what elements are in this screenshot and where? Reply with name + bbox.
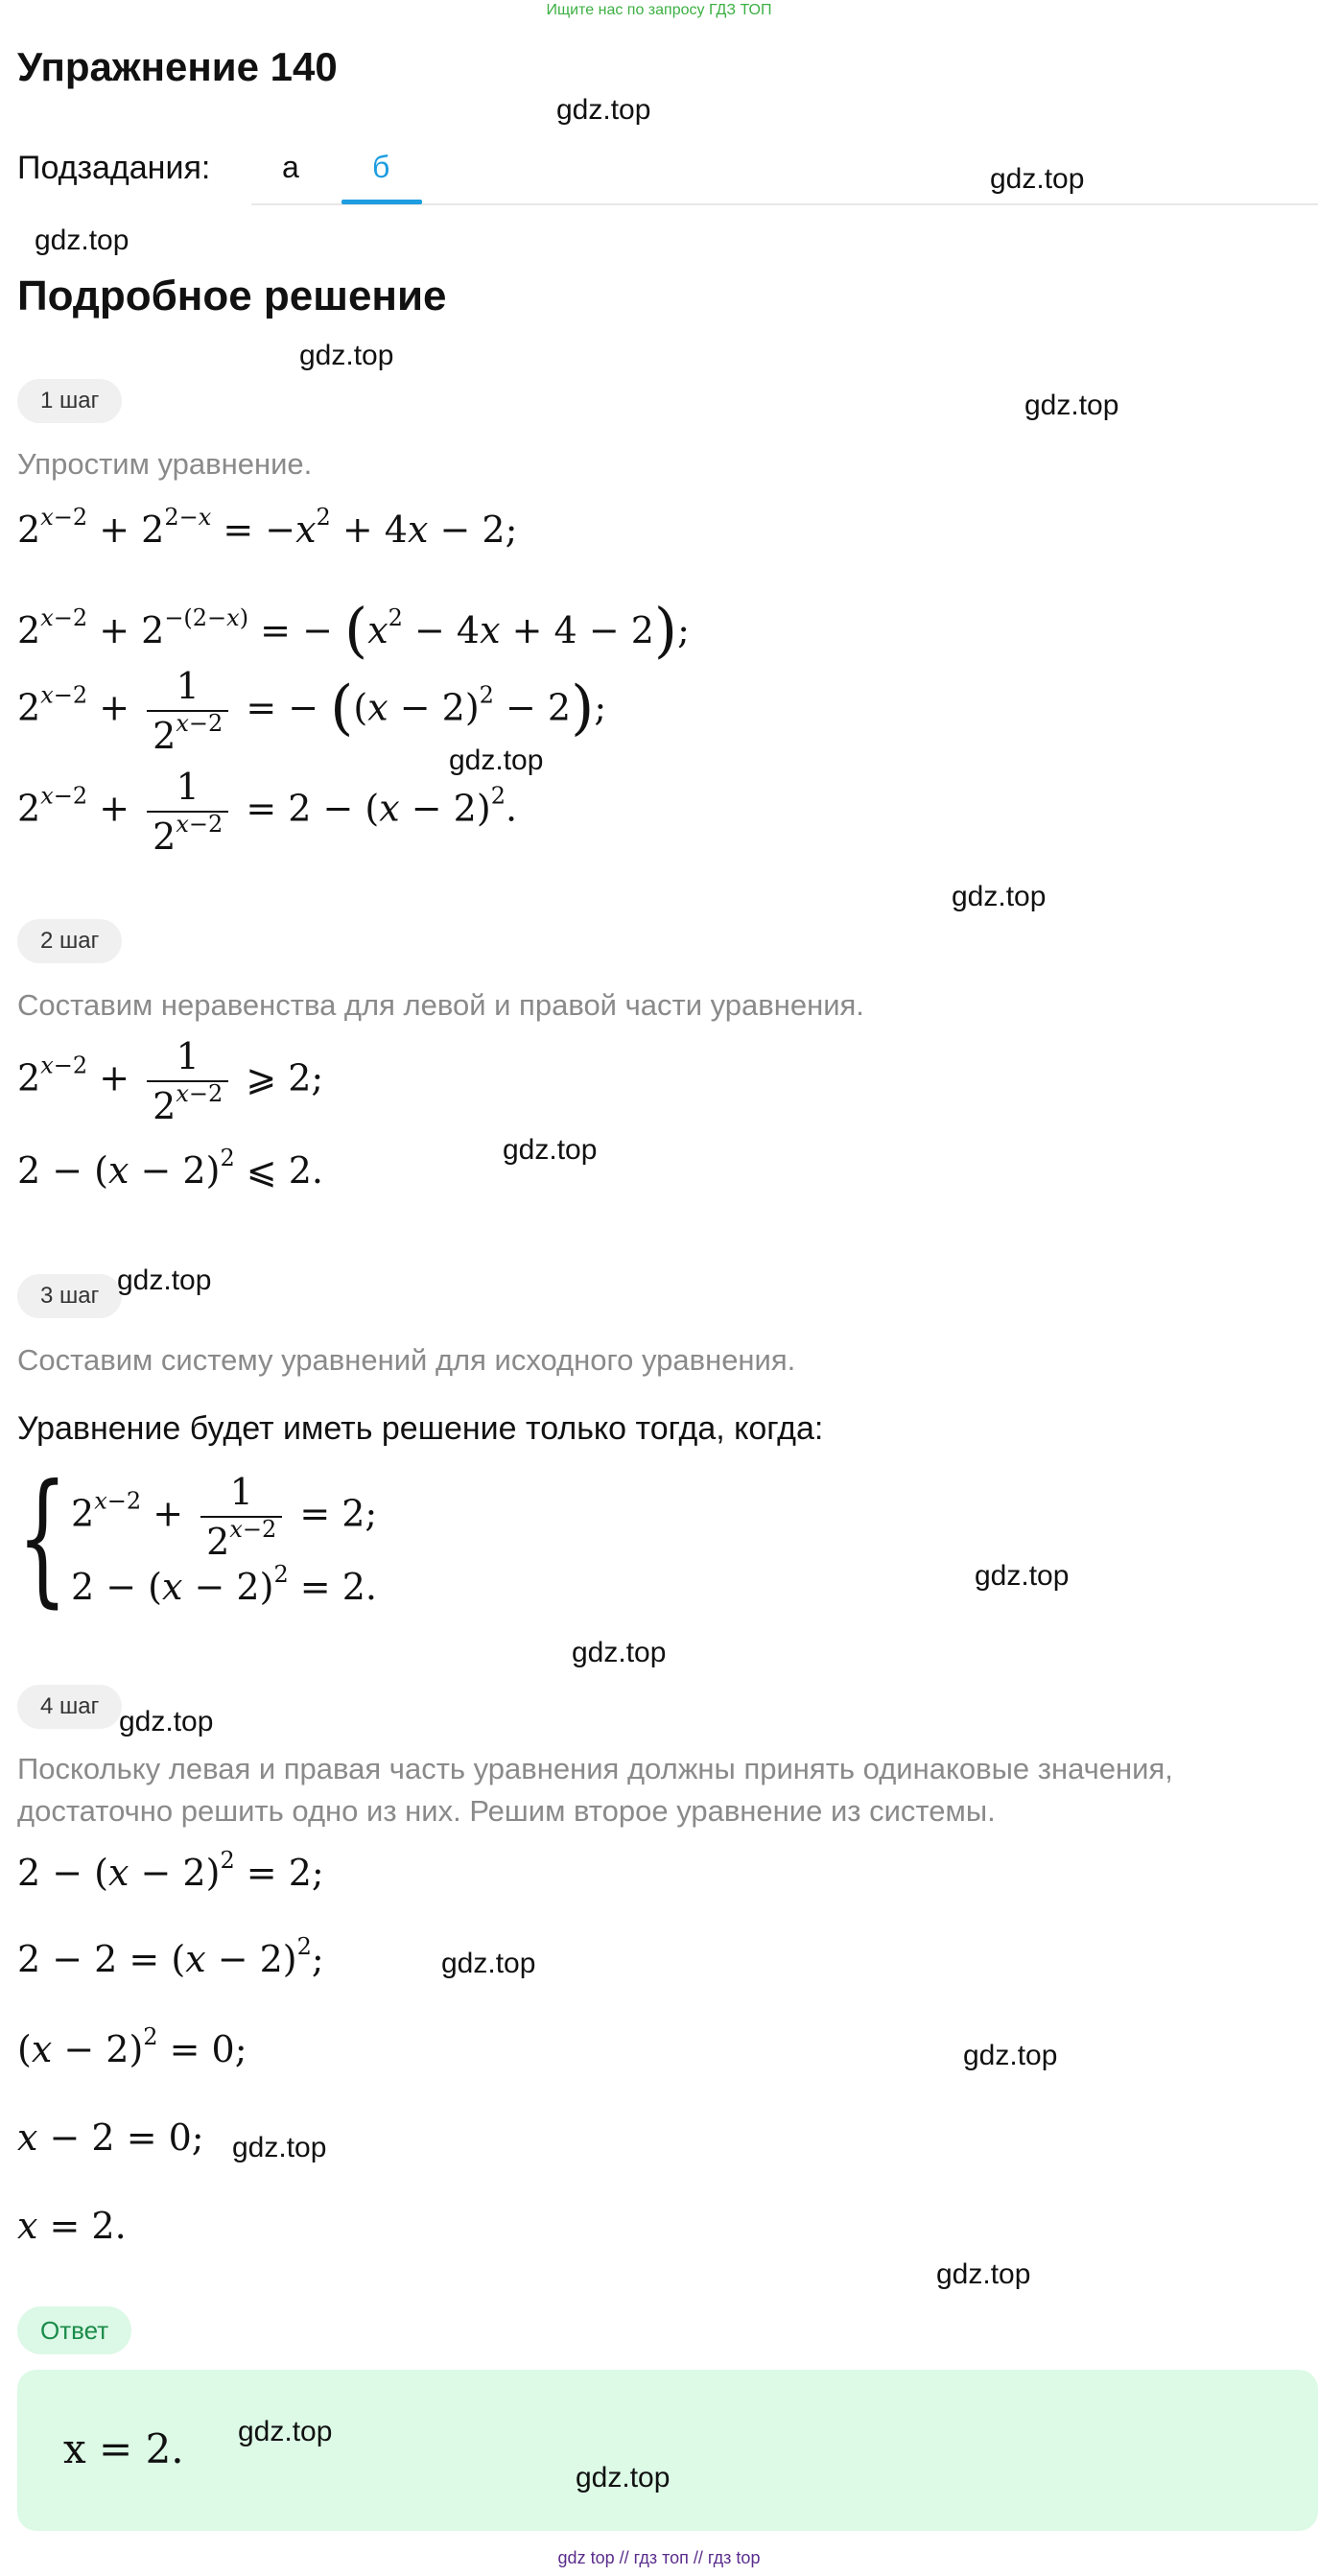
step-2-inequality-2: $2 - (x - 2)^2$ ⩽ 2. [17, 1145, 323, 1192]
step-4-equation-1: $2 - (x - 2)^2 = 2$; [17, 1847, 324, 1894]
watermark: gdz.top [503, 1134, 598, 1166]
watermark: gdz.top [1024, 390, 1119, 421]
subtasks-label: Подзадания: [17, 150, 211, 186]
tab-a[interactable]: а [282, 150, 299, 184]
step-1-equation-3: $2^{x-2}$ + $\frac{1}{2^{x-2}}$ = − $((x - 2)^2 - 2)$; [17, 662, 606, 760]
active-tab-indicator [341, 200, 422, 204]
watermark: gdz.top [119, 1706, 214, 1737]
step-3-description: Составим систему уравнений для исходного уравнения. [17, 1343, 796, 1377]
watermark: gdz.top [441, 1948, 536, 1979]
watermark: gdz.top [572, 1637, 667, 1668]
answer-value: x = 2. [63, 2425, 184, 2472]
step-1-badge: 1 шаг [17, 379, 122, 423]
step-4-equation-4: x − 2 = 0; [17, 2116, 204, 2159]
watermark: gdz.top [232, 2132, 327, 2163]
watermark: gdz.top [238, 2416, 333, 2447]
watermark: gdz.top [936, 2258, 1031, 2290]
step-4-equation-3: $(x - 2)^2 = 0$; [17, 2023, 247, 2070]
watermark: gdz.top [556, 94, 651, 126]
step-4-badge: 4 шаг [17, 1685, 122, 1729]
step-1-description: Упростим уравнение. [17, 447, 313, 481]
step-4-equation-2: $2 - 2 = (x - 2)^2$; [17, 1933, 324, 1980]
watermark: gdz.top [576, 2462, 671, 2493]
step-1-equation-1: $2^{x-2} + 2^{2-x} = -x^2 + 4x - 2$; [17, 504, 518, 551]
top-banner[interactable]: Ищите нас по запросу ГДЗ ТОП [546, 2, 772, 18]
step-1-equation-2: $2^{x-2} + 2^{-(2-x)}$ = − $(x^2 - 4x + 4 - 2)$; [17, 595, 690, 665]
watermark: gdz.top [952, 881, 1047, 912]
system-equation-2: $2 - (x - 2)^2 = 2$. [71, 1561, 377, 1608]
watermark: gdz.top [117, 1264, 212, 1296]
watermark: gdz.top [449, 744, 544, 776]
step-3-badge: 3 шаг [17, 1274, 122, 1318]
step-2-inequality-1: $2^{x-2}$ + $\frac{1}{2^{x-2}}$ ⩾ 2; [17, 1032, 323, 1130]
answer-badge: Ответ [17, 2306, 131, 2354]
page-title: Упражнение 140 [17, 44, 338, 89]
watermark: gdz.top [35, 225, 129, 256]
watermark: gdz.top [299, 340, 394, 371]
system-brace: { [17, 1454, 68, 1621]
step-4-equation-5: x = 2. [17, 2205, 127, 2247]
watermark: gdz.top [990, 163, 1085, 195]
step-3-statement: Уравнение будет иметь решение только тогда, когда: [17, 1410, 824, 1447]
system-equation-1: $2^{x-2}$ + $\frac{1}{2^{x-2}}$ = 2; [71, 1468, 377, 1566]
step-4-description: Поскольку левая и правая часть уравнения должны принять одинаковые значения, достаточно решить одно из них. Решим второе уравнение из системы. [17, 1752, 1173, 1828]
tab-b[interactable]: б [372, 150, 390, 184]
step-2-badge: 2 шаг [17, 919, 122, 963]
footer-links[interactable]: gdz top // гдз топ // гдз top [557, 2548, 761, 2567]
answer-box [17, 2370, 1318, 2531]
step-2-description: Составим неравенства для левой и правой части уравнения. [17, 988, 864, 1022]
watermark: gdz.top [963, 2040, 1058, 2071]
step-1-equation-4: $2^{x-2}$ + $\frac{1}{2^{x-2}}$ = $2 - (x - 2)^2$. [17, 763, 517, 861]
solution-title: Подробное решение [17, 272, 447, 319]
watermark: gdz.top [975, 1560, 1070, 1592]
